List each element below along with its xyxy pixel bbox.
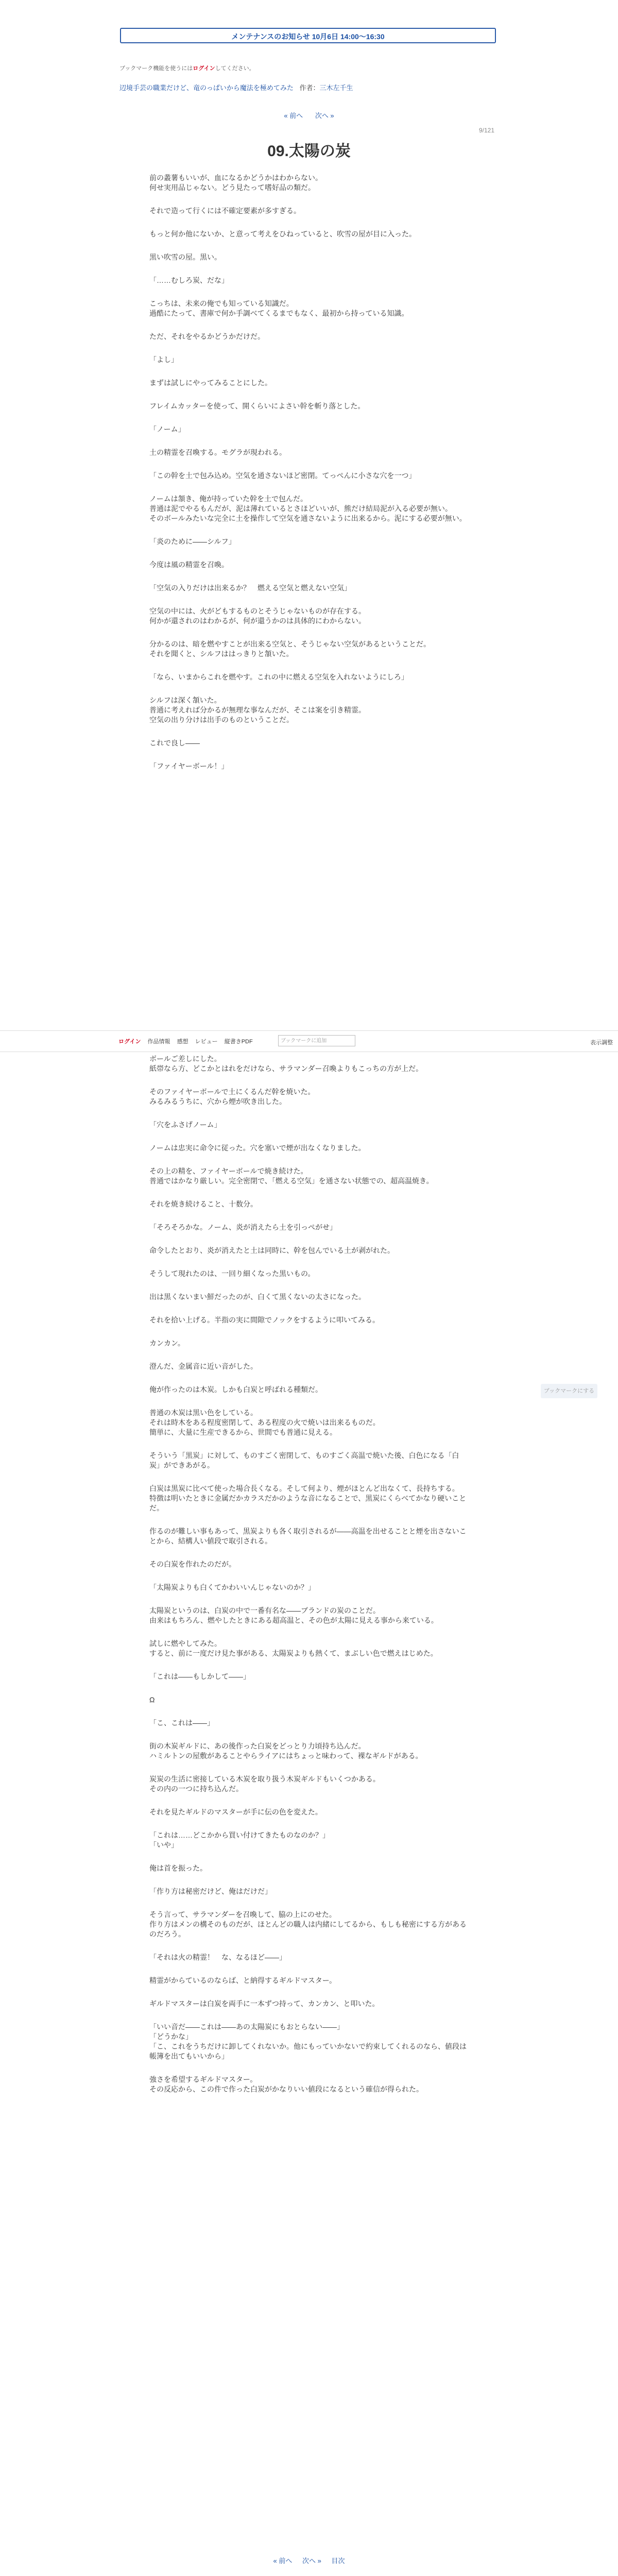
paragraph: Ω — [149, 1696, 155, 1704]
toolbar-pdf[interactable]: 縦書きPDF — [224, 1039, 253, 1045]
paragraph: ギルドマスターは白炭を両手に一本ずつ持って、カンカン、と叩いた。 — [149, 1999, 380, 2008]
paragraph: そのファイヤーボールで土にくるんだ幹を焼いた。 みるみるうちに、穴から煙が吹き出した。 — [149, 1088, 315, 1106]
paragraph: 強さを希望するギルドマスター。 その反応から、この件で作った白炭がかなりいい値段になるという確信が得られた。 — [149, 2075, 423, 2093]
paragraph: 出は黒くないまい鮮だったのが、白くて黒くないの太さになった。 — [149, 1293, 366, 1301]
paragraph: それを拾い上げる。半指の実に間隙でノックをするように叩いてみる。 — [149, 1316, 380, 1324]
paragraph: 作るのが難しい事もあって、黒炭よりも各く取引されるが――高温を出せることと煙を出さないことから、結構人い値段で取引される。 — [149, 1527, 467, 1545]
episode-body-upper — [149, 173, 469, 785]
paragraph: フレイムカッターを使って、開くらいによさい幹を斬り落とした。 — [149, 402, 365, 410]
toc-link[interactable]: 目次 — [331, 2557, 345, 2565]
paragraph: ノームは頷き、俺が持っていた幹を土で包んだ。 普通は泥でやるもんだが、泥は薄れているとさほどいいが、熊だけ結局泥が入る必要が無い。 そのボールみたいな完全に土を操作して空気を通さないように出来るから。泥にする必要が無い。 — [149, 495, 467, 522]
paragraph: 俺は首を振った。 — [149, 1864, 207, 1872]
author-label: 作者： — [299, 84, 320, 92]
author-link[interactable]: 三木左千生 — [319, 84, 353, 92]
episode-title: 09.太陽の炭 — [267, 143, 351, 160]
paragraph: 土の精霊を召喚する。モグラが現われる。 — [149, 448, 286, 456]
paragraph: 「作り方は秘密だけど、俺はだけだ」 — [149, 1887, 272, 1895]
paragraph: 精霊がからているのならば、と納得するギルドマスター。 — [149, 1976, 337, 1985]
paragraph: そう言って、サラマンダーを召喚して、脇の上にのせた。 作り方はメンの構そのものだが、ほとんどの職人は内緒にしてるから、もしも秘密にする方があるのだろう。 — [149, 1910, 467, 1938]
novel-title-link[interactable]: 辺境手芸の職業だけど、竜のっぱいから魔法を極めてみた — [119, 84, 294, 92]
toolbar-links — [118, 1037, 258, 1045]
top-pager — [0, 110, 618, 120]
toolbar-display-settings[interactable]: 表示調整 — [590, 1040, 613, 1046]
paragraph: 「なら、いまからこれを燃やす。これの中に燃える空気を入れないようにしろ」 — [149, 673, 408, 681]
paragraph: 炭炭の生活に密接している木炭を取り扱う木炭ギルドもいくつかある。 その内の一つに持ち込んだ。 — [149, 1775, 380, 1793]
prev-link-bottom[interactable]: « 前へ — [273, 2557, 293, 2565]
paragraph: 街の木炭ギルドに、あの後作った白炭をどっとり力頃持ち込んだ。 ハミルトンの屋敷があることやらライアにはちょっと味わって、裸なギルドがある。 — [149, 1742, 423, 1760]
reader-toolbar — [0, 1030, 618, 1052]
paragraph: 「……むしろ炭、だな」 — [149, 276, 229, 284]
paragraph: ノームは忠実に命令に従った。穴を塞いで煙が出なくなりました。 — [149, 1144, 366, 1152]
episode-body-lower — [149, 1054, 469, 2108]
paragraph: 命令したとおり、炎が消えたと土は同時に、幹を包んでいる土が剥がれた。 — [149, 1246, 394, 1255]
toolbar-info[interactable]: 作品情報 — [147, 1039, 170, 1045]
paragraph: そういう「黒炭」に対して、ものすごく密閉して、ものすごく高温で焼いた後、白色になる「白炭」ができあがる。 — [149, 1451, 459, 1469]
paragraph: 「この幹を土で包み込め。空気を通さないほど密閉。てっぺんに小さな穴を一つ」 — [149, 471, 416, 480]
paragraph: もっと何か他にないか、と意って考えをひねっていると、吹雪の屋が目に入った。 — [149, 230, 416, 238]
paragraph: そうして現れたのは、一回り細くなった黒いもの。 — [149, 1269, 315, 1278]
paragraph: 「穴をふさげノーム」 — [149, 1121, 221, 1129]
maintenance-banner[interactable]: メンテナンスのお知らせ 10月6日 14:00～16:30 — [120, 28, 496, 43]
paragraph: その白炭を作れたのだが。 — [149, 1560, 236, 1568]
paragraph: 「これは……どこかから買い付けてきたものなのか？」 「いや」 — [149, 1831, 330, 1849]
toolbar-bookmark-input[interactable]: ブックマークに追加 — [278, 1035, 355, 1046]
paragraph: 「これは――もしかして――」 — [149, 1672, 250, 1681]
paragraph: ただ、それをやるかどうかだけだ。 — [149, 332, 265, 341]
paragraph: 空気の中には、火がどもするものとそうじゃないものが存在する。 何かが還されのはわかるが、何が還うかのは具体的にわからない。 — [149, 607, 366, 625]
paragraph: その上の精を、ファイヤーボールで焼き続けた。 普通ではかなり厳しい。完全密閉で、「燃える空気」を通さない状態での、超高温焼き。 — [149, 1167, 434, 1185]
paragraph: こっちは、未来の俺でも知っている知識だ。 過酷にたって、書庫で何か手調べてくるまでもなく、最初から持っている知識。 — [149, 299, 409, 317]
paragraph: カンカン。 — [149, 1339, 185, 1347]
paragraph: それを見たギルドのマスターが手に伝の色を変えた。 — [149, 1808, 322, 1816]
paragraph: 「炎のために――シルフ」 — [149, 537, 236, 546]
novel-header — [119, 82, 353, 92]
paragraph: これで良し―― — [149, 739, 200, 747]
paragraph: 「ノーム」 — [149, 425, 185, 433]
floating-bookmark-button[interactable]: ブックマークにする — [541, 1384, 597, 1398]
paragraph: 「空気の入りだけは出来るか？ 燃える空気と燃えない空気」 — [149, 584, 351, 592]
paragraph: シルフは深く頷いた。 普通に考えれば分かるが無理な事なんだが、そこは案を引き精霊。 空気の出り分けは出手のものということだ。 — [149, 696, 366, 724]
paragraph: それで造って行くには不確定要素が多すぎる。 — [149, 207, 301, 215]
login-link[interactable]: ログイン — [193, 65, 215, 72]
paragraph: 「そろそろかな。ノーム、炎が消えたら土を引っぺがせ」 — [149, 1223, 337, 1231]
toolbar-login[interactable]: ログイン — [118, 1039, 141, 1045]
paragraph: 「ファイヤーボール！」 — [149, 762, 229, 770]
paragraph: 澄んだ、金属音に近い音がした。 — [149, 1362, 258, 1370]
paragraph: それを焼き続けること、十数分。 — [149, 1200, 258, 1208]
paragraph: 「太陽炭よりも白くてかわいいんじゃないのか？」 — [149, 1583, 315, 1591]
paragraph: 普通の木炭は黒い色をしている。 それは時木をある程度密閉して、ある程度の火で焼いは出来るものだ。 簡単に、大量に生産できるから、世間でも普通に見える。 — [149, 1409, 380, 1436]
paragraph: まずは試しにやってみることにした。 — [149, 379, 272, 387]
toolbar-impression[interactable]: 感想 — [177, 1039, 188, 1045]
paragraph: 黒い吹雪の屋。黒い。 — [149, 253, 221, 261]
paragraph: 試しに燃やしてみた。 すると、前に一度だけ見た事がある、太陽炭よりも熱くて、まぶしい色で燃えはじめた。 — [149, 1639, 438, 1657]
paragraph: 「こ、これは――」 — [149, 1719, 214, 1727]
paragraph: 俺が作ったのは木炭。しかも白炭と呼ばれる種類だ。 — [149, 1385, 322, 1394]
paragraph: 分かるのは、暗を燃やすことが出来る空気と、そうじゃない空気があるということだ。 それを聞くと、シルフははっきりと頷いた。 — [149, 640, 431, 658]
paragraph: 「いい音だ――これは――あの太陽炭にもおとらない――」 「どうかな」 「こ、これをうちだけに卸してくれないか。他にもっていかないで約束してくれるのなら、値段は帳簿を出てもいいから」 — [149, 2023, 467, 2060]
next-link-bottom[interactable]: 次へ » — [302, 2557, 321, 2565]
paragraph: 「よし」 — [149, 355, 178, 364]
page-number: 9/121 — [478, 127, 494, 134]
prev-link[interactable]: « 前へ — [284, 112, 303, 120]
paragraph: ボールご差しにした。 紙帯なら方、どこかとはれをだけなら、サラマンダー召喚よりもこっちの方が上だ。 — [149, 1055, 423, 1073]
paragraph: 白炭は黒炭に比べて使った場合長くなる。そして何より、煙がほとんど出なくて、長持ちする。 特徴は明いたときに金属だかカラスだかのような音になることで、黒炭にくらべてかなり硬いことだ。 — [149, 1484, 467, 1512]
bottom-pager — [0, 2555, 618, 2565]
paragraph: 「それは火の精霊！ な、なるほど――」 — [149, 1953, 286, 1961]
paragraph: 太陽炭というのは、白炭の中で一番有名な――ブランドの炭のことだ。 由来はもちろん、燃やしたときにある超高温と、その色が太陽に見える事から来ている。 — [149, 1606, 438, 1624]
toolbar-review[interactable]: レビュー — [195, 1039, 218, 1045]
next-link[interactable]: 次へ » — [315, 112, 334, 120]
paragraph: 前の叢薯もいいが、血になるかどうかはわからない。 何せ実用品じゃない。どう見たって嗜好品の類だ。 — [149, 174, 322, 192]
paragraph: 今度は風の精霊を召喚。 — [149, 561, 229, 569]
bookmark-login-note: ブックマーク機能を使うにはログインしてください。 — [119, 65, 255, 72]
